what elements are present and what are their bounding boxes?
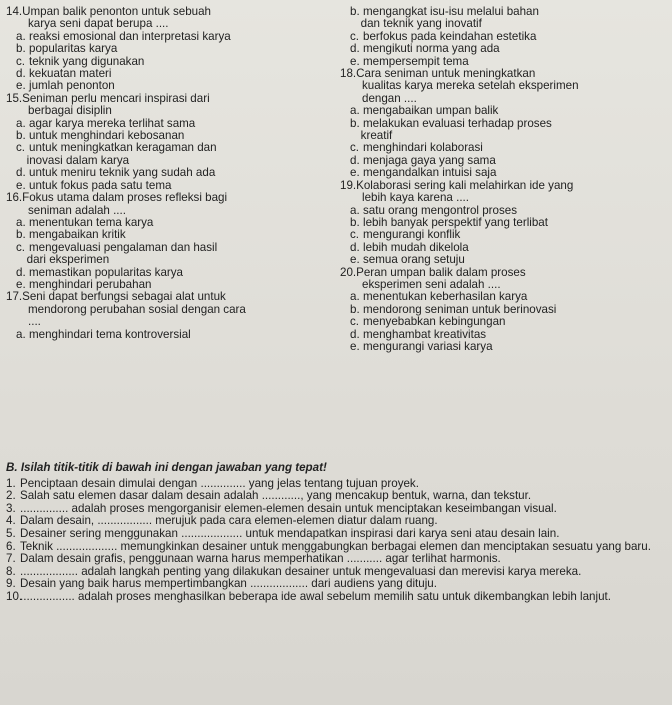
answer-option-cont: dan teknik yang inovatif [351, 17, 482, 31]
fill-item-7: 7. Dalam desain grafis, penggunaan warna harus memperhatikan ........... agar terlihat harmonis. [6, 552, 501, 566]
option-letter: c. [16, 141, 26, 155]
question-stem: 15.Seniman perlu mencari inspirasi dari [6, 91, 210, 105]
fill-item-number: 9. [6, 577, 16, 591]
answer-option: c. berfokus pada keindahan estetika [350, 29, 537, 43]
answer-option: d. kekuatan materi [16, 67, 112, 81]
question-number: 17. [6, 290, 23, 304]
option-letter: b. [350, 215, 360, 229]
fill-item-number: 5. [6, 526, 16, 540]
option-letter: e. [350, 339, 360, 353]
answer-option: c. mengevaluasi pengalaman dan hasil [16, 240, 218, 254]
question-stem: 19.Kolaborasi sering kali melahirkan ide yang [340, 178, 574, 192]
answer-option: d. mengikuti norma yang ada [350, 42, 500, 56]
fill-item-number: 6. [6, 539, 16, 553]
answer-option: b. mengabaikan kritik [16, 228, 126, 242]
question-stem: 16.Fokus utama dalam proses refleksi bagi [6, 191, 228, 205]
answer-option: b. untuk menghindari kebosanan [16, 129, 185, 143]
option-letter: d. [350, 240, 360, 254]
option-letter: c. [350, 228, 360, 242]
fill-item-1: 1. Penciptaan desain dimulai dengan .............. yang jelas tentang tujuan proyek. [6, 476, 419, 490]
answer-option: e. semua orang setuju [350, 253, 465, 267]
option-letter: d. [350, 42, 360, 56]
answer-option: d. lebih mudah dikelola [350, 240, 469, 254]
question-number: 18. [340, 67, 357, 81]
fill-item-number: 4. [6, 514, 16, 528]
option-letter: a. [350, 203, 360, 217]
answer-option-cont: kreatif [351, 129, 393, 143]
fill-item-number: 10. [6, 589, 23, 603]
option-letter: c. [350, 141, 360, 155]
question-stem-cont: lebih kaya karena .... [362, 191, 469, 205]
question-number: 14. [6, 5, 23, 18]
fill-item-8: 8. .................. adalah langkah penting yang dilakukan desainer untuk mengevaluasi dan merevisi karya mereka. [6, 564, 582, 578]
answer-option: d. menghambat kreativitas [350, 327, 487, 341]
option-letter: b. [16, 42, 26, 56]
option-letter: a. [16, 327, 26, 341]
answer-option: c. menyebabkan kebingungan [350, 315, 506, 329]
section-heading: B. Isilah titik-titik di bawah ini dengan jawaban yang tepat! [6, 461, 327, 474]
question-stem-cont: kualitas karya mereka setelah eksperimen [362, 79, 579, 93]
fill-item-10: 10.................. adalah proses menghasilkan beberapa ide awal sebelum memilih satu untuk dikembangkan lebih lanjut. [6, 589, 611, 603]
option-letter: c. [350, 315, 360, 329]
question-stem-cont: seniman adalah .... [28, 203, 126, 217]
question-stem-cont: mendorong perubahan sosial dengan cara [28, 302, 246, 316]
answer-option: a. reaksi emosional dan interpretasi karya [16, 29, 231, 43]
fill-item-2: 2. Salah satu elemen dasar dalam desain adalah ............, yang mencakup bentuk, warna, dan tekstur. [6, 489, 532, 503]
option-letter: a. [16, 29, 26, 43]
answer-option: c. menghindari kolaborasi [350, 141, 483, 155]
answer-option: a. mengabaikan umpan balik [350, 104, 499, 118]
option-letter: d. [16, 67, 26, 81]
option-letter: d. [16, 166, 26, 180]
option-letter: a. [16, 215, 26, 229]
fill-item-6: 6. Teknik ................... memungkinkan desainer untuk menggabungkan berbagai elemen dan menciptakan sesuatu yang baru. [6, 539, 651, 553]
question-number: 15. [6, 91, 23, 105]
answer-option: a. menghindari tema kontroversial [16, 327, 191, 341]
answer-option: e. menghindari perubahan [16, 277, 152, 291]
option-letter: e. [350, 54, 360, 68]
answer-option: e. jumlah penonton [16, 79, 115, 93]
answer-option: b. mendorong seniman untuk berinovasi [350, 302, 557, 316]
answer-option: d. memastikan popularitas karya [16, 265, 184, 279]
section-b [6, 462, 666, 604]
question-number: 20. [340, 265, 357, 279]
answer-option: a. menentukan tema karya [16, 215, 154, 229]
option-letter: e. [16, 178, 26, 192]
question-stem: 14.Umpan balik penonton untuk sebuah [6, 5, 211, 18]
option-letter: d. [350, 153, 360, 167]
option-letter: d. [350, 327, 360, 341]
option-letter: b. [350, 302, 360, 316]
question-stem-cont: berbagai disiplin [28, 104, 112, 118]
option-letter: b. [350, 116, 360, 130]
answer-option: a. agar karya mereka terlihat sama [16, 116, 196, 130]
answer-option-cont: inovasi dalam karya [17, 153, 130, 167]
option-letter: e. [350, 253, 360, 267]
question-stem-cont: karya seni dapat berupa .... [28, 17, 169, 31]
answer-option: d. untuk meniru teknik yang sudah ada [16, 166, 216, 180]
answer-option: c. mengurangi konflik [350, 228, 461, 242]
question-stem-cont: dengan .... [362, 91, 417, 105]
fill-item-number: 8. [6, 564, 16, 578]
option-letter: c. [16, 54, 26, 68]
option-letter: e. [16, 277, 26, 291]
fill-item-number: 7. [6, 552, 16, 566]
option-letter: a. [350, 290, 360, 304]
answer-option: d. menjaga gaya yang sama [350, 153, 496, 167]
answer-option: b. lebih banyak perspektif yang terlibat [350, 215, 548, 229]
question-stem-cont: .... [28, 315, 41, 329]
option-letter: a. [350, 104, 360, 118]
answer-option: a. menentukan keberhasilan karya [350, 290, 528, 304]
question-number: 19. [340, 178, 357, 192]
right-column [340, 6, 668, 353]
option-letter: d. [16, 265, 26, 279]
fill-item-number: 2. [6, 489, 16, 503]
answer-option: b. mengangkat isu-isu melalui bahan [350, 5, 539, 18]
option-letter: b. [16, 129, 26, 143]
question-stem: 20.Peran umpan balik dalam proses [340, 265, 526, 279]
option-letter: e. [350, 166, 360, 180]
fill-item-number: 1. [6, 476, 16, 490]
fill-item-3: 3. ............... adalah proses mengorganisir elemen-elemen desain untuk menciptakan keseimbangan visual. [6, 501, 557, 515]
answer-option: e. mempersempit tema [350, 54, 469, 68]
option-letter: e. [16, 79, 26, 93]
question-stem: 17.Seni dapat berfungsi sebagai alat untuk [6, 290, 226, 304]
question-stem-cont: eksperimen seni adalah .... [362, 277, 501, 291]
answer-option: b. popularitas karya [16, 42, 118, 56]
option-letter: b. [350, 5, 360, 18]
option-letter: c. [16, 240, 26, 254]
answer-option: e. mengandalkan intuisi saja [350, 166, 497, 180]
answer-option: c. teknik yang digunakan [16, 54, 145, 68]
answer-option: e. untuk fokus pada satu tema [16, 178, 172, 192]
option-letter: a. [16, 116, 26, 130]
fill-item-4: 4. Dalam desain, ................. merujuk pada cara elemen-elemen diatur dalam ruang. [6, 514, 438, 528]
answer-option: b. melakukan evaluasi terhadap proses [350, 116, 552, 130]
fill-item-5: 5. Desainer sering menggunakan ................... untuk mendapatkan inspirasi dari karya seni atau desain lain. [6, 526, 560, 540]
question-stem: 18.Cara seniman untuk meningkatkan [340, 67, 536, 81]
fill-item-number: 3. [6, 501, 16, 515]
option-letter: c. [350, 29, 360, 43]
answer-option: a. satu orang mengontrol proses [350, 203, 518, 217]
answer-option: c. untuk meningkatkan keragaman dan [16, 141, 217, 155]
question-number: 16. [6, 191, 23, 205]
fill-item-9: 9. Desain yang baik harus mempertimbangkan .................. dari audiens yang dituju. [6, 577, 437, 591]
option-letter: b. [16, 228, 26, 242]
answer-option: e. mengurangi variasi karya [350, 339, 493, 353]
answer-option-cont: dari eksperimen [17, 253, 110, 267]
left-column [6, 6, 332, 341]
